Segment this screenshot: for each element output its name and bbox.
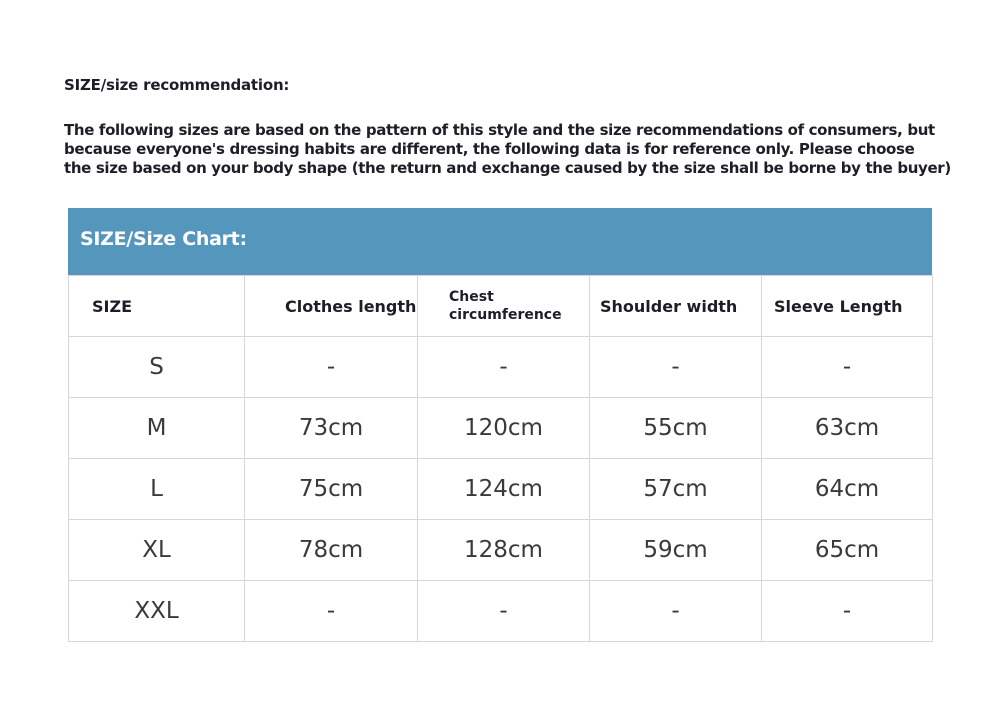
sleeve-cell: 64cm <box>762 459 933 520</box>
shoulder-cell: 57cm <box>590 459 762 520</box>
size-chart <box>68 208 932 647</box>
column-header-size: SIZE <box>69 276 245 337</box>
column-header-sleeve-length: Sleeve Length <box>762 276 933 337</box>
column-header-clothes-length: Clothes length <box>245 276 418 337</box>
chest-header-line: circumference <box>449 307 562 323</box>
shoulder-cell: 59cm <box>590 520 762 581</box>
chest-cell: - <box>418 581 590 642</box>
section-heading: SIZE/size recommendation: <box>64 76 290 94</box>
size-cell: XL <box>69 520 245 581</box>
size-cell: XXL <box>69 581 245 642</box>
chest-cell: 124cm <box>418 459 590 520</box>
clothes-length-cell: 73cm <box>245 398 418 459</box>
clothes-length-cell: - <box>245 581 418 642</box>
sleeve-cell: - <box>762 337 933 398</box>
size-cell: L <box>69 459 245 520</box>
table-row <box>69 337 933 398</box>
size-table <box>68 275 933 642</box>
shoulder-cell: - <box>590 337 762 398</box>
shoulder-cell: - <box>590 581 762 642</box>
table-row <box>69 520 933 581</box>
sleeve-cell: 63cm <box>762 398 933 459</box>
chest-header-line: Chest <box>449 289 494 305</box>
table-row <box>69 581 933 642</box>
size-chart-title: SIZE/Size Chart: <box>80 228 247 250</box>
clothes-length-cell: 75cm <box>245 459 418 520</box>
column-header-shoulder-width: Shoulder width <box>590 276 762 337</box>
sleeve-cell: - <box>762 581 933 642</box>
size-cell: S <box>69 337 245 398</box>
sleeve-cell: 65cm <box>762 520 933 581</box>
intro-line: the size based on your body shape (the return and exchange caused by the size shall be borne by the buyer) <box>64 159 951 177</box>
chest-cell: - <box>418 337 590 398</box>
table-row <box>69 459 933 520</box>
chest-cell: 120cm <box>418 398 590 459</box>
intro-line: because everyone's dressing habits are different, the following data is for reference only. Please choose <box>64 140 915 158</box>
intro-line: The following sizes are based on the pattern of this style and the size recommendations of consumers, but <box>64 121 935 139</box>
table-row <box>69 398 933 459</box>
intro-paragraph <box>64 121 951 178</box>
column-header-chest-circumference <box>418 276 590 337</box>
clothes-length-cell: - <box>245 337 418 398</box>
chest-cell: 128cm <box>418 520 590 581</box>
clothes-length-cell: 78cm <box>245 520 418 581</box>
size-chart-header <box>68 208 932 275</box>
table-header-row <box>69 276 933 337</box>
shoulder-cell: 55cm <box>590 398 762 459</box>
size-cell: M <box>69 398 245 459</box>
